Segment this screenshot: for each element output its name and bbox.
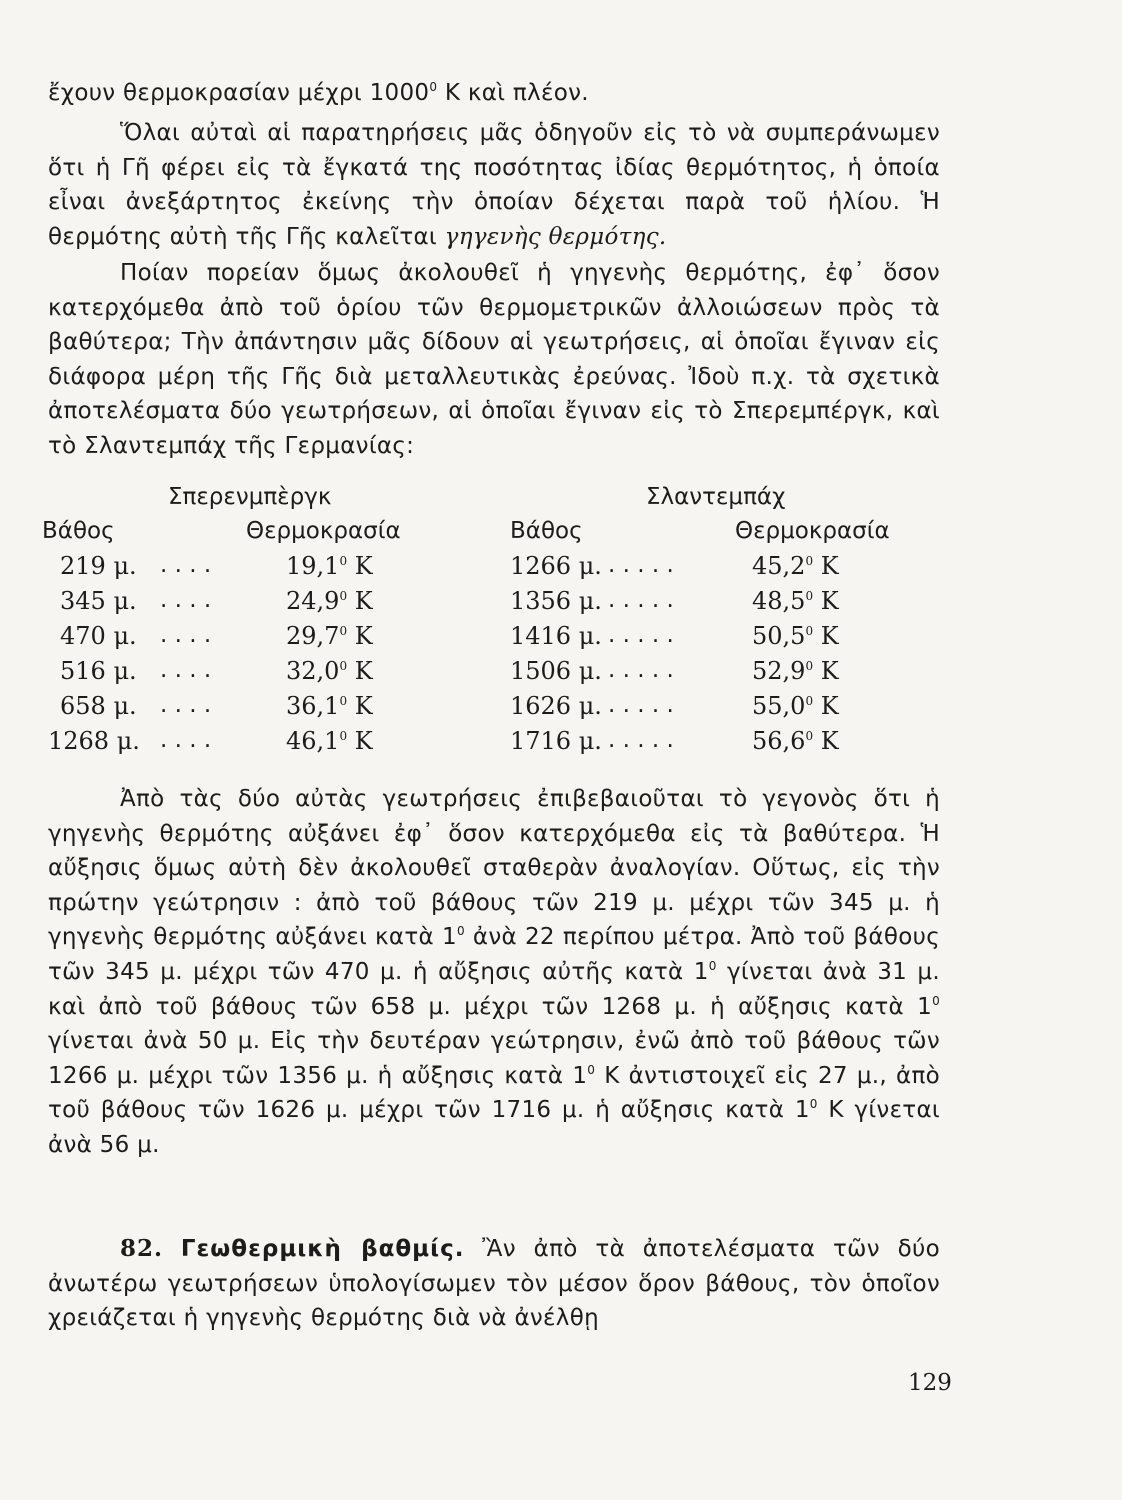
table-row: 1268 μ. . . . . 46,1$^0$ Κ 1716 μ. . . . . . 56,6$^0$ Κ: [48, 727, 839, 755]
table-row: 345 μ. . . . . 24,9$^0$ Κ 1356 μ. . . . . . 48,5$^0$ Κ: [60, 587, 839, 615]
term-geothermal-heat: γηγενὴς θερμότης.: [444, 223, 667, 250]
page-number: 129: [908, 1370, 952, 1396]
header-depth-right: Βάθος: [510, 518, 583, 544]
opening-line: ἔχουν θερμοκρασίαν μέχρι 1000$^0$ Κ καὶ πλέον.: [48, 80, 589, 106]
header-temp-left: Θερμοκρασία: [246, 518, 401, 544]
table-row: 516 μ. . . . . 32,0$^0$ Κ 1506 μ. . . . . . 52,9$^0$ Κ: [60, 657, 839, 685]
table-row: 470 μ. . . . . 29,7$^0$ Κ 1416 μ. . . . . . 50,5$^0$ Κ: [60, 622, 839, 650]
section-82: 82. Γεωθερμικὴ βαθμίς. Ἂν ἀπὸ τὰ ἀποτελέσματα τῶν δύο ἀνωτέρω γεωτρήσεων ὑπολογίσωμεν τὸν μέσον ὅρον βάθους, τὸν ὁποῖον χρειάζεται ἡ γηγενὴς θερμότης διὰ νὰ ἀνέλθῃ: [48, 1235, 940, 1332]
section-number: 82.: [120, 1235, 164, 1262]
paragraph-question: Ποίαν πορείαν ὅμως ἀκολουθεῖ ἡ γηγενὴς θερμότης, ἐφ᾽ ὅσον κατερχόμεθα ἀπὸ τοῦ ὁρίου τῶν θερμομετρικῶν ἀλλοιώσεων πρὸς τὰ βαθύτερα; Τὴν ἀπάντησιν μᾶς δίδουν αἱ γεωτρήσεις, αἱ ὁποῖαι ἔγιναν εἰς διάφορα μέρη τῆς Γῆς διὰ μεταλλευτικὰς ἐρεύνας. Ἰδοὺ π.χ. τὰ σχετικὰ ἀποτελέσματα δύο γεωτρήσεων, αἱ ὁποῖαι ἔγιναν εἰς τὸ Σπερεμπέργκ, καὶ τὸ Σλαντεμπάχ τῆς Γερμανίας:: [48, 260, 940, 459]
table-title-schladebach: Σλαντεμπάχ: [646, 484, 786, 510]
table-row: 658 μ. . . . . 36,1$^0$ Κ 1626 μ. . . . . . 55,0$^0$ Κ: [60, 692, 839, 720]
header-temp-right: Θερμοκρασία: [735, 518, 890, 544]
section-title: Γεωθερμικὴ βαθμίς.: [180, 1236, 465, 1262]
paragraph-observations: Ὅλαι αὐταὶ αἱ παρατηρήσεις μᾶς ὁδηγοῦν εἰς τὸ νὰ συμπεράνωμεν ὅτι ἡ Γῆ φέρει εἰς τὰ ἔγκατά της ποσότητας ἰδίας θερμότητος, ἡ ὁποία εἶναι ἀνεξάρτητος ἐκείνης τὴν ὁποίαν δέχεται παρὰ τοῦ ἡλίου. Ἡ θερμότης αὐτὴ τῆς Γῆς καλεῖται γηγενὴς θερμότης.: [48, 120, 940, 250]
paragraph-analysis: Ἀπὸ τὰς δύο αὐτὰς γεωτρήσεις ἐπιβεβαιοῦται τὸ γεγονὸς ὅτι ἡ γηγενὴς θερμότης αὐξάνει ἐφ᾽ ὅσον κατερχόμεθα εἰς τὰ βαθύτερα. Ἡ αὔξησις ὅμως αὐτὴ δὲν ἀκολουθεῖ σταθερὰν ἀναλογίαν. Οὕτως, εἰς τὴν πρώτην γεώτρησιν : ἀπὸ τοῦ βάθους τῶν 219 μ. μέχρι τῶν 345 μ. ἡ γηγενὴς θερμότης αὐξάνει κατὰ $1^0$ ἀνὰ 22 περίπου μέτρα. Ἀπὸ τοῦ βάθους τῶν 345 μ. μέχρι τῶν 470 μ. ἡ αὔξησις αὐτῆς κατὰ $1^0$ γίνεται ἀνὰ 31 μ. καὶ ἀπὸ τοῦ βάθους τῶν 658 μ. μέχρι τῶν 1268 μ. ἡ αὔξησις κατὰ $1^0$ γίνεται ἀνὰ 50 μ. Εἰς τὴν δευτέραν γεώτρησιν, ἐνῶ ἀπὸ τοῦ βάθους τῶν 1266 μ. μέχρι τῶν 1356 μ. ἡ αὔξησις κατὰ $1^0$ Κ ἀντιστοιχεῖ εἰς 27 μ., ἀπὸ τοῦ βάθους τῶν 1626 μ. μέχρι τῶν 1716 μ. ἡ αὔξησις κατὰ $1^0$ Κ γίνεται ἀνὰ 56 μ.: [48, 786, 940, 1158]
table-title-sperenberg: Σπερενμπὲργκ: [168, 484, 332, 510]
header-depth-left: Βάθος: [42, 518, 115, 544]
table-row: 219 μ. . . . . 19,1$^0$ Κ 1266 μ. . . . . . 45,2$^0$ Κ: [60, 552, 839, 580]
